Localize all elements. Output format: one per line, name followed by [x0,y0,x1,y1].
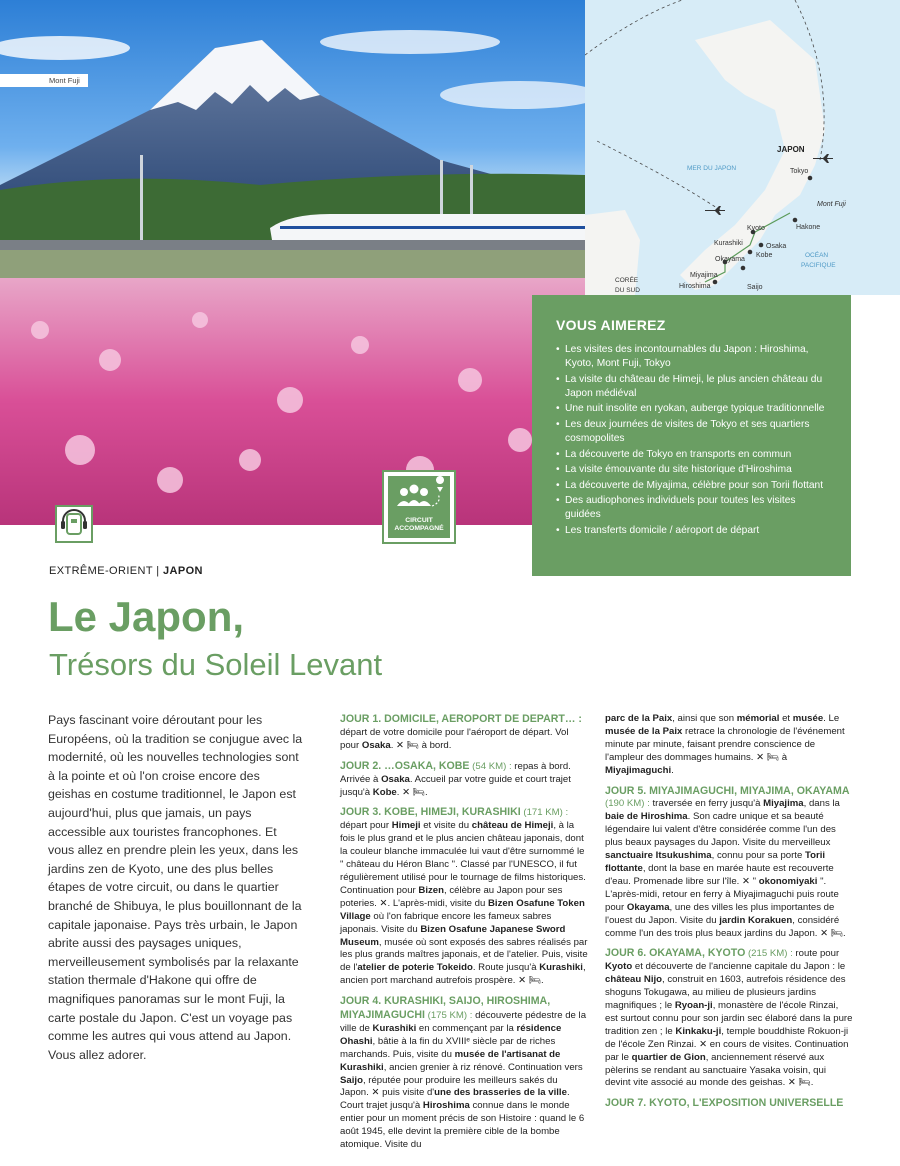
distance: (175 KM) : [424,1010,473,1022]
text: . Le [823,713,840,724]
map-label-kurashiki: Kurashiki [714,240,743,247]
text: , considéré comme l'un des trois plus beaux jardins du Japon. ✕ 🛏. [605,914,846,939]
badge-label-1: CIRCUIT [405,517,433,524]
text: Hiroshima [422,1100,470,1112]
audioguide-icon [55,505,93,543]
text: , ancien port marchand autrefois prospère. ✕ 🛏. [340,962,586,987]
text: une des brasseries de la ville [434,1087,567,1099]
text: musée [792,713,824,724]
highlight-item: • Des audiophones individuels pour toutes les visites guidées [556,494,833,522]
text: où l'on fabrique encore les fameux sabres japonais. Visite du [340,910,552,935]
text: quartier de Gion [631,1051,706,1063]
map-label-okayama: Okayama [715,256,745,263]
text: Osaka [361,739,391,751]
map-label-hiroshima: Hiroshima [679,283,711,290]
text: baie de Hiroshima [605,811,688,823]
region-label: EXTRÊME-ORIENT [49,565,153,577]
day-title: JOUR 3. KOBE, HIMEJI, KURASHIKI [340,806,521,819]
map-label-saijo: Saijo [747,284,763,291]
text: , connu pour sa porte [711,850,805,862]
text: Kyoto [605,961,633,973]
text: traversée en ferry jusqu'à [649,798,764,810]
map-label-kyoto: Kyoto [747,225,765,232]
text: mémorial [736,713,780,724]
text: Kurashiki [372,1022,417,1034]
itinerary-day-2 [340,760,588,800]
map-label-sea: MER DU JAPON [687,165,737,172]
text: Bizen Osafune Japanese Sword Museum [340,923,566,948]
itinerary-day-4 [340,995,588,1152]
text: départ de votre domicile pour l'aéroport de départ. Vol pour [340,726,569,751]
text: musée de la Paix [605,725,683,737]
text: musée de l'artisanat de Kurashiki [340,1048,561,1073]
itinerary-day-4-continued [605,713,853,778]
text: en commençant par la [416,1022,517,1034]
text: Himeji [391,820,421,832]
map-label-pacific-2: PACIFIQUE [801,262,836,269]
map-label-korea-1: CORÉE [615,277,639,284]
text: okonomiyaki [758,875,818,887]
photo-caption: Mont Fuji [0,74,88,87]
text: ". L'après-midi, retour en ferry à Miyajimaguchi puis route pour [605,875,839,913]
page-subtitle: Trésors du Soleil Levant [49,647,383,682]
text: Kobe [372,786,397,798]
text: repas à bord. Arrivée à [340,760,571,785]
text: Ryoan-ji [674,1000,713,1012]
highlights-box [532,295,851,576]
text: . ✕ 🛏. [396,786,428,798]
text: , musée où sont exposés des sabres réalisés par les plus grands maîtres japonais, et de l'atelier. Puis, visite de l' [340,936,588,974]
day-title: JOUR 5. MIYAJIMAGUCHI, MIYAJIMA, OKAYAMA [605,784,850,797]
text: , ancien grenier à riz rénové. Continuation vers [383,1061,583,1073]
itinerary-day-1 [340,713,588,753]
text: Okayama [626,901,670,913]
text: , célèbre au Japon pour ses poteries. ✕. L'après-midi, visite du [340,884,563,909]
map-label-korea-2: DU SUD [615,287,640,294]
text: , anciennement réservé aux pèlerins se rendant au sanctuaire Yasaka voisin, qui devint vite associé au monde des geishas. ✕ 🛏. [605,1051,826,1089]
text: découverte pédestre de la ville de [340,1010,587,1034]
text: retrace la chronologie de l'événement minute par minute, faisant prendre conscience de l'ampleur des dommages humains. ✕ 🛏 à [605,725,845,763]
text: . [671,764,674,776]
circuit-accompagne-badge [382,470,456,544]
highlight-item: • Les visites des incontournables du Japon : Hiroshima, Kyoto, Mont Fuji, Tokyo [556,343,833,371]
text: . Accueil par votre guide et court trajet jusqu'à [340,773,571,798]
text: , ainsi que son [672,713,737,724]
highlight-item: • Une nuit insolite en ryokan, auberge typique traditionnelle [556,402,833,416]
text: . Son cadre unique et sa beauté légendaire lui valent d'être considérée comme l'un des plus beaux paysages du Japon. Visite du merveilleux [605,811,836,849]
itinerary-day-6 [605,947,853,1090]
text: Kurashiki [539,962,583,974]
itinerary-column-1 [340,713,588,1159]
day-title: JOUR 1. DOMICILE, AEROPORT DE DEPART… : [340,713,582,725]
route-map [585,0,900,295]
text: parc de la Paix [605,713,673,724]
text: , une des villes les plus importantes de l'ouest du Japon. Visite du [605,901,835,926]
text: sanctuaire Itsukushima [605,850,712,862]
text: , à la fois le plus grand et le plus ancien château japonais, dont la couleur blanche immaculée lui vaut d'être surnommé le " château du Héron Blanc ". Classé par l'UNESCO, il fut régulièrement utilisé pour le tournage de films historiques. Continuation pour [340,820,586,896]
map-label-pacific-1: OCÉAN [805,252,829,259]
text: jardin Korakuen [719,914,793,926]
text: . Court trajet jusqu'à [340,1087,570,1112]
day-title: JOUR 2. …OSAKA, KOBE [340,759,470,772]
itinerary-column-2 [605,713,853,1118]
separator: | [156,565,160,577]
distance: (215 KM) : [745,948,793,960]
text: château Nijo [605,974,663,986]
badge-label-2: ACCOMPAGNÉ [394,525,444,532]
map-label-fuji: Mont Fuji [817,201,846,208]
itinerary-day-3 [340,806,588,988]
text: connue dans le monde entier pour un moment précis de son Histoire : quand le 6 août 1945, elle devint la première cible de la bombe atomique. Visite du [340,1100,585,1151]
country-label: JAPON [163,565,203,577]
day-title: JOUR 7. KYOTO, L'EXPOSITION UNIVERSELLE [605,1097,844,1110]
itinerary-day-7 [605,1097,853,1111]
distance: (54 KM) : [469,760,512,772]
text: , bâtie à la fin du XVIIIᵉ siècle par de riches marchands. Puis, visite du [340,1035,556,1060]
group-icon [388,476,454,518]
highlight-item: • La découverte de Tokyo en transports en commun [556,448,833,462]
text: château de Himeji [471,820,554,832]
text: , temple bouddhiste Rokuon-ji de l'école Zen Rinzai. ✕ en cours de visites. Continuation par le [605,1025,849,1063]
text: atelier de poterie Tokeido [357,962,473,974]
intro-paragraph: Pays fascinant voire déroutant pour les Européens, où la tradition se conjugue avec la modernité, où les nouvelles technologies sont à la pointe et où l'on croise encore des geishas en costume traditionnel, le Japon est aujourd'hui, plus que jamais, un pays accessible aux touristes francophones. Et vous allez en prendre plein les yeux, dans les jardins zen de Kyoto, une des plus belles étapes de votre circuit, ou dans le quartier branché de Shibuya, le plus bouillonnant de la capitale japonaise. Pays très urbain, le Japon abrite aussi des paysages uniques, merveilleusement symbolisés par la relaxante station thermale d'Hakone qui offre de magnifiques panoramas sur le mont Fuji, la carte postale du Japon. C'est un voyage pas comme les autres qui vous attend au Japon. Vous allez adorer. [48,713,303,1062]
map-label-miyajima: Miyajima [690,272,718,279]
page-title: Le Japon, [48,593,245,640]
highlight-item: • La visite du château de Himeji, le plus ancien château du Japon médiéval [556,373,833,401]
text: . ✕ 🛏 à bord. [390,739,452,751]
highlight-item: • Les deux journées de visites de Tokyo et ses quartiers cosmopolites [556,418,833,446]
distance: (190 KM) : [605,798,650,810]
distance: (171 KM) : [520,807,569,819]
text: Bizen [418,884,444,896]
text: , réputée pour produire les meilleurs sakés du Japon. ✕ puis visite d' [340,1074,558,1099]
itinerary-day-5 [605,785,853,941]
text: Bizen Osafune Token Village [340,897,585,922]
breadcrumb [49,565,203,577]
map-label-tokyo: Tokyo [790,168,809,175]
highlights-list [556,343,833,538]
text: Miyajima [763,798,804,810]
text: Kinkaku-ji [675,1025,722,1037]
text: , dans la [803,798,840,810]
text: et visite du [420,820,472,832]
text: . Route jusqu'à [472,962,540,974]
map-label-osaka: Osaka [766,243,787,250]
day-title: JOUR 4. KURASHIKI, SAIJO, HIROSHIMA, MIYAJIMAGUCHI [340,995,551,1022]
text: Saijo [340,1074,363,1086]
highlight-item: • La découverte de Miyajima, célèbre pour son Torii flottant [556,479,833,493]
map-label-kobe: Kobe [756,252,773,259]
text: Miyajimaguchi [605,764,672,776]
map-label-japan: JAPON [777,145,805,154]
text: et [779,713,793,724]
map-label-hakone: Hakone [796,224,821,231]
text: Osaka [381,773,410,785]
text: , monastère de l'école Rinzai, est surtout connu pour son jardin sec élaboré dans la pure tradition zen ; le [605,1000,853,1037]
day-title: JOUR 6. OKAYAMA, KYOTO [605,947,746,960]
text: et découverte de l'ancienne capitale du Japon : le [632,961,846,973]
text: départ pour [340,820,392,832]
text: route pour [792,948,840,960]
text: résidence Ohashi [340,1022,562,1047]
text: Torii flottante [605,850,826,874]
text: , construit en 1603, autrefois résidence des shoguns Tokugawa, au milieu de plusieurs jardins magnifiques ; le [605,974,846,1012]
text: , dont la base en marée haute est recouverte d'eau. Promenade libre sur l'île. ✕ " [605,862,834,887]
japan-map [585,0,900,295]
highlight-item: • Les transferts domicile / aéroport de départ [556,524,833,538]
highlights-title: VOUS AIMEREZ [556,317,666,333]
highlight-item: • La visite émouvante du site historique d'Hiroshima [556,463,833,477]
